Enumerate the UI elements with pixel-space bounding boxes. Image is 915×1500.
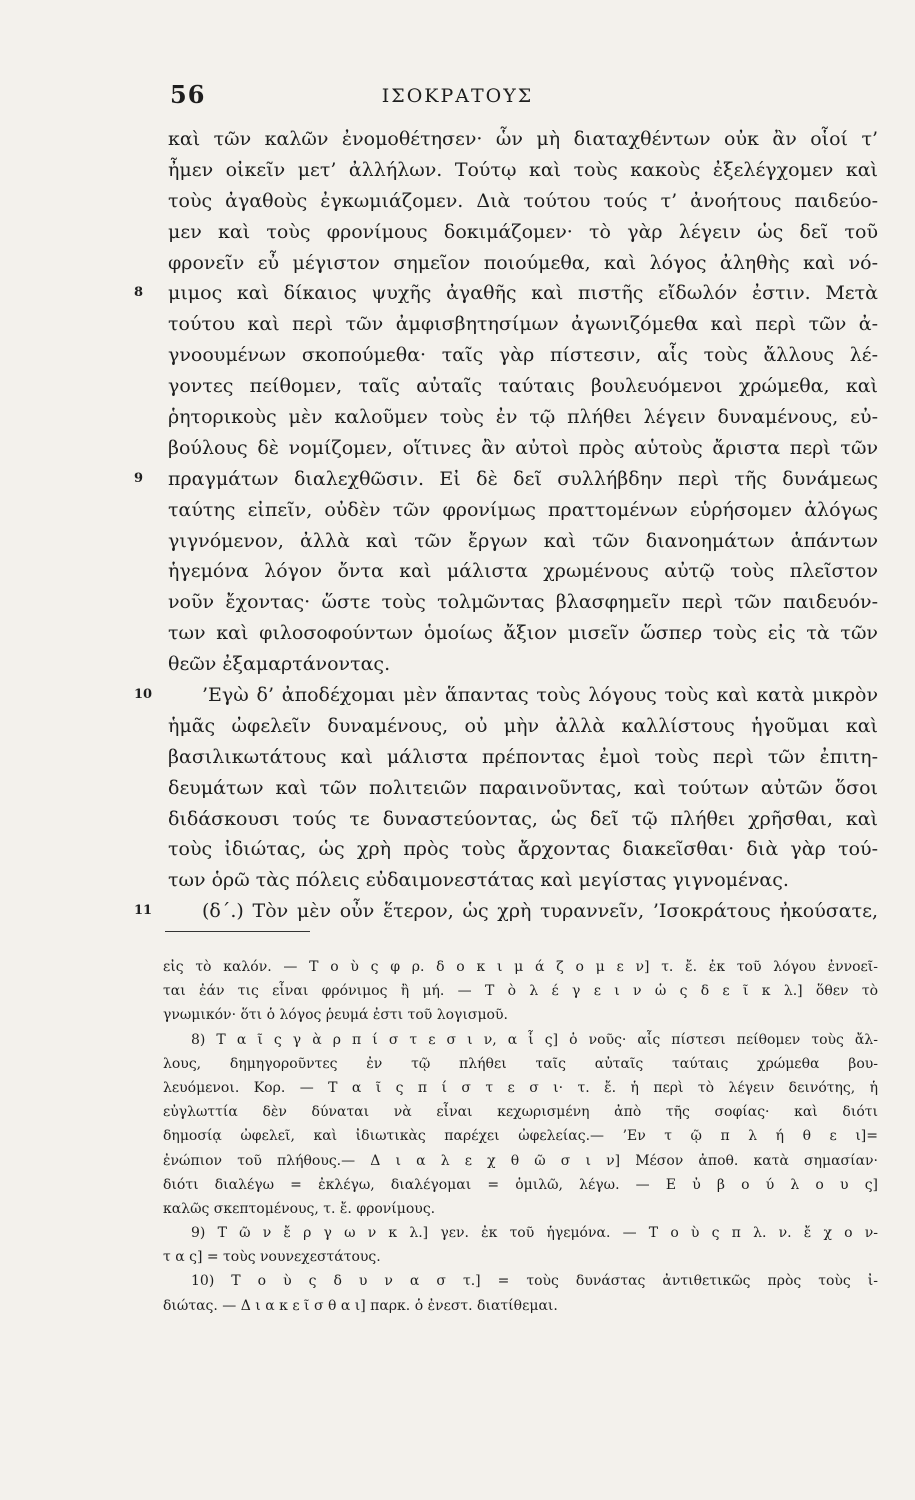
- footnote-line: καλῶς σκεπτομένους, τ. ἔ. φρονίμους.: [163, 1200, 436, 1217]
- text-line: [168, 742, 878, 773]
- text-line-content: τούτου καὶ περὶ τῶν ἀμφισβητησίμων ἀγωνιζόμεθα καὶ περὶ τῶν ἀ-: [168, 313, 878, 336]
- text-line-content: των ὁρῶ τὰς πόλεις εὐδαιμονεστάτας καὶ μεγίστας γιγνομένας.: [168, 869, 789, 892]
- text-line-content: γιγνόμενον, ἀλλὰ καὶ τῶν ἔργων καὶ τῶν διανοημάτων ἁπάντων: [168, 529, 878, 552]
- footnote-line: τ α ς] = τοὺς νουνεχεστάτους.: [163, 1249, 381, 1266]
- text-line-content: βούλους δὲ νομίζομεν, οἵτινες ἂν αὐτοὶ πρὸς αὑτοὺς ἄριστα περὶ τῶν: [168, 436, 878, 459]
- footnote-line: ται ἐάν τις εἶναι φρόνιμος ἢ μή. — Τ ὸ λ έ γ ε ι ν ὡ ς δ ε ῖ κ λ.] ὅθεν τὸ: [163, 983, 878, 1000]
- text-line: [168, 433, 878, 464]
- footnotes: [163, 955, 878, 1318]
- text-line: [168, 711, 878, 742]
- footnote-line: λους, δημηγοροῦντες ἐν τῷ πλήθει ταῖς αὐταῖς ταύταις χρώμεθα βου-: [163, 1055, 878, 1072]
- text-line-content: μεν καὶ τοὺς φρονίμους δοκιμάζομεν· τὸ γὰρ λέγειν ὡς δεῖ τοῦ: [168, 220, 878, 243]
- text-line: [168, 618, 878, 649]
- text-line-content: ἡμᾶς ὠφελεῖν δυναμένους, οὐ μὴν ἀλλὰ καλλίστους ἡγοῦμαι καὶ: [168, 714, 878, 737]
- main-text: [134, 124, 878, 927]
- text-line-content: τοὺς ἀγαθοὺς ἐγκωμιάζομεν. Διὰ τούτου τούς τ’ ἀνοήτους παιδεύο-: [168, 189, 878, 212]
- text-line: [168, 402, 878, 433]
- section-number: 8: [134, 285, 144, 301]
- text-line-content: γνοουμένων σκοπούμεθα· ταῖς γὰρ πίστεσιν, αἷς τοὺς ἄλλους λέ-: [168, 344, 878, 367]
- text-line: [168, 217, 878, 248]
- footnote-line: λευόμενοι. Κορ. — Τ α ῖ ς π ί σ τ ε σ ι· τ. ἔ. ἡ περὶ τὸ λέγειν δεινότης, ἡ: [163, 1079, 878, 1096]
- text-line: [168, 556, 878, 587]
- text-line: [168, 340, 878, 371]
- footnote-line: γνωμικόν· ὅτι ὁ λόγος ῥευμά ἐστι τοῦ λογισμοῦ.: [163, 1007, 508, 1024]
- text-line-content: (δ΄.) Τὸν μὲν οὖν ἕτερον, ὡς χρὴ τυραννεῖν, ’Ισοκράτους ἠκούσατε,: [202, 900, 878, 923]
- text-line: [168, 495, 878, 526]
- text-line-content: ἦμεν οἰκεῖν μετ’ ἀλλήλων. Τούτῳ καὶ τοὺς κακοὺς ἐξελέγχομεν καὶ: [168, 158, 878, 181]
- text-line: [134, 896, 878, 927]
- text-line-content: καὶ τῶν καλῶν ἐνομοθέτησεν· ὧν μὴ διαταχθέντων οὐκ ἂν οἷοί τ’: [168, 128, 878, 150]
- text-line: [134, 278, 878, 309]
- footnote-rule: [165, 931, 310, 932]
- text-line: [168, 834, 878, 865]
- footnote-line: δημοσίᾳ ὠφελεῖ, καὶ ἰδιωτικὰς παρέχει ὠφελείας.— ’Εν τ ῷ π λ ή θ ε ι]=: [163, 1128, 878, 1145]
- text-line-content: τοὺς ἰδιώτας, ὡς χρὴ πρὸς τοὺς ἄρχοντας διακεῖσθαι· διὰ γὰρ τού-: [168, 838, 878, 861]
- section-number: 11: [134, 903, 153, 919]
- footnote-line: εἰς τὸ καλόν. — Τ ο ὺ ς φ ρ. δ ο κ ι μ ά ζ ο μ ε ν] τ. ἔ. ἐκ τοῦ λόγου ἐννοεῖ-: [163, 959, 878, 975]
- footnote-line: διώτας. — Δ ι α κ ε ῖ σ θ α ι] παρκ. ὁ ἐνεστ. διατίθεμαι.: [163, 1297, 558, 1314]
- text-line: [134, 464, 878, 495]
- running-head: ΙΣΟΚΡΑΤΟΥΣ: [381, 85, 534, 107]
- text-line: [168, 248, 878, 279]
- text-line-content: φρονεῖν εὖ μέγιστον σημεῖον ποιούμεθα, καὶ λόγος ἀληθὴς καὶ νό-: [168, 251, 878, 274]
- footnote-line: διότι διαλέγω = ἐκλέγω, διαλέγομαι = ὁμιλῶ, λέγω. — Ε ὐ β ο ύ λ ο υ ς]: [163, 1176, 878, 1193]
- text-line-content: ἡγεμόνα λόγον ὄντα καὶ μάλιστα χρωμένους αὐτῷ τοὺς πλεῖστον: [168, 560, 878, 583]
- text-line-content: δευμάτων καὶ τῶν πολιτειῶν παραινοῦντας, καὶ τούτων αὐτῶν ὅσοι: [168, 776, 878, 799]
- text-line: [168, 371, 878, 402]
- text-line-content: ῥητορικοὺς μὲν καλοῦμεν τοὺς ἐν τῷ πλήθει λέγειν δυναμένους, εὐ-: [168, 406, 878, 429]
- footnote-line: εὐγλωττία δὲν δύναται νὰ εἶναι κεχωρισμένη ἀπὸ τῆς σοφίας· καὶ διότι: [163, 1104, 878, 1121]
- text-line: [168, 804, 878, 835]
- text-line: [168, 865, 878, 896]
- text-line: [168, 587, 878, 618]
- footnote-line: 9) Τ ῶ ν ἔ ρ γ ω ν κ λ.] γεν. ἐκ τοῦ ἡγεμόνα. — Τ ο ὺ ς π λ. ν. ἔ χ ο ν-: [191, 1225, 878, 1242]
- text-line: [168, 526, 878, 557]
- text-line: [168, 186, 878, 217]
- text-line: [168, 649, 878, 680]
- text-line-content: ’Εγὼ δ’ ἀποδέχομαι μὲν ἅπαντας τοὺς λόγους τοὺς καὶ κατὰ μικρὸν: [202, 684, 878, 707]
- text-line: [168, 773, 878, 804]
- text-line-content: διδάσκουσι τούς τε δυναστεύοντας, ὡς δεῖ τῷ πλήθει χρῆσθαι, καὶ: [168, 807, 878, 830]
- footnote-line: 10) Τ ο ὺ ς δ υ ν α σ τ.] = τοὺς δυνάστας ἀντιθετικῶς πρὸς τοὺς ἰ-: [191, 1273, 878, 1290]
- text-line: [168, 124, 878, 155]
- text-line-content: θεῶν ἐξαμαρτάνοντας.: [168, 653, 391, 676]
- text-line-content: βασιλικωτάτους καὶ μάλιστα πρέποντας ἐμοὶ τοὺς περὶ τῶν ἐπιτη-: [168, 745, 878, 768]
- text-line-content: μιμος καὶ δίκαιος ψυχῆς ἀγαθῆς καὶ πιστῆς εἴδωλόν ἐστιν. Μετὰ: [168, 282, 878, 305]
- text-line: [168, 155, 878, 186]
- text-line: [168, 309, 878, 340]
- section-number: 10: [134, 687, 153, 703]
- footnote-line: ἐνώπιον τοῦ πλήθους.— Δ ι α λ ε χ θ ῶ σ ι ν] Μέσον ἀποθ. κατὰ σημασίαν·: [163, 1152, 878, 1169]
- text-line: [134, 680, 878, 711]
- text-line-content: γοντες πείθομεν, ταῖς αὐταῖς ταύταις βουλευόμενοι χρώμεθα, καὶ: [168, 375, 878, 398]
- page-number: 56: [170, 80, 206, 109]
- footnote-line: 8) Τ α ῖ ς γ ὰ ρ π ί σ τ ε σ ι ν, α ἷ ς] ὁ νοῦς· αἷς πίστεσι πείθομεν τοὺς ἄλ-: [191, 1031, 878, 1048]
- text-line-content: πραγμάτων διαλεχθῶσιν. Εἰ δὲ δεῖ συλλήβδην περὶ τῆς δυνάμεως: [168, 467, 878, 490]
- text-line-content: νοῦν ἔχοντας· ὥστε τοὺς τολμῶντας βλασφημεῖν περὶ τῶν παιδευόν-: [168, 591, 878, 614]
- text-line-content: των καὶ φιλοσοφούντων ὁμοίως ἄξιον μισεῖν ὥσπερ τοὺς εἰς τὰ τῶν: [168, 622, 878, 645]
- text-line-content: ταύτης εἰπεῖν, οὐδὲν τῶν φρονίμως πραττομένων εὑρήσομεν ἀλόγως: [168, 498, 878, 521]
- section-number: 9: [134, 470, 144, 486]
